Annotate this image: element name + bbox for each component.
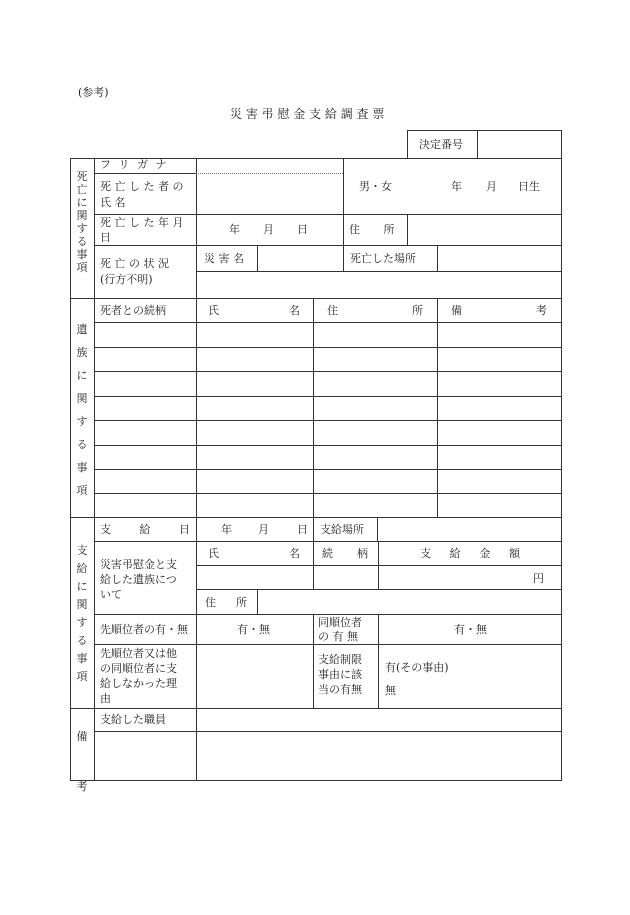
deceased-name-label-2: 氏 名 [100, 196, 126, 209]
reference-note: (参考) [78, 86, 109, 99]
prior-rank-choice[interactable]: 有・無 [237, 623, 270, 636]
recipient-address-label: 住 所 [205, 596, 247, 609]
recipient-name-header: 氏 名 [208, 547, 300, 560]
death-day-label: 日 [297, 223, 308, 236]
birth-year-label: 年 [451, 180, 462, 193]
pay-month-label: 月 [258, 523, 269, 536]
prior-rank-label: 先順位者の有・無 [100, 623, 188, 636]
recipient-label-3: いて [100, 588, 122, 601]
page-title: 災 害 弔 慰 金 支 給 調 査 票 [230, 107, 385, 121]
section-remarks-label: 備考 [76, 730, 88, 793]
death-month-label: 月 [263, 223, 274, 236]
reason-label-3: 給しなかった理 [100, 677, 177, 690]
reason-label-2: の同順位者に支 [100, 662, 177, 675]
decision-number-label: 決定番号 [419, 138, 463, 151]
family-remarks-header: 備 考 [451, 304, 547, 317]
disaster-name-label: 災 害 名 [204, 252, 244, 265]
death-year-label: 年 [229, 223, 240, 236]
section-family-label: 遺族に関する事項 [76, 323, 88, 497]
missing-label: (行方不明) [100, 273, 153, 286]
decision-number-field[interactable] [478, 131, 560, 157]
recipient-label-2: 給した遺族につ [100, 573, 177, 586]
death-date-label-2: 日 [100, 231, 111, 244]
birth-day-label: 日生 [518, 180, 540, 193]
recipient-relation-header: 続 柄 [322, 547, 368, 560]
address-label: 住 所 [349, 223, 405, 236]
same-rank-label-2: の 有 無 [318, 630, 358, 643]
reason-label: 先順位者又は他 [100, 647, 177, 660]
death-date-label: 死 亡 し た 年 月 [100, 216, 184, 229]
recipient-label: 災害弔慰金と支 [100, 558, 177, 571]
section-death-label: 死亡に関する事項 [76, 170, 88, 274]
sex-choice[interactable]: 男・女 [359, 180, 392, 193]
relation-header: 死者との続柄 [100, 304, 166, 317]
limit-label-3: 当の有無 [318, 683, 362, 696]
limit-label: 支給制限 [318, 653, 362, 666]
reason-label-4: 由 [100, 692, 111, 705]
deceased-name-label: 死 亡 し た 者 の [100, 180, 184, 193]
death-status-label: 死 亡 の 状 況 [100, 257, 169, 270]
limit-yes-option[interactable]: 有(その事由) [385, 661, 449, 674]
same-rank-label: 同順位者 [318, 616, 362, 629]
pay-day-label: 日 [297, 523, 308, 536]
pay-year-label: 年 [221, 523, 232, 536]
limit-no-option[interactable]: 無 [385, 684, 396, 697]
death-place-label: 死亡した場所 [350, 252, 416, 265]
furigana-label: フ リ ガ ナ [100, 158, 169, 171]
limit-label-2: 事由に該 [318, 668, 362, 681]
birth-month-label: 月 [486, 180, 497, 193]
family-address-header: 住 所 [327, 304, 423, 317]
section-payment-label: 支給に関する事項 [76, 544, 88, 683]
payment-date-label: 支 給 日 [100, 523, 190, 536]
yen-unit: 円 [533, 572, 544, 585]
staff-label: 支給した職員 [100, 713, 166, 726]
family-name-header: 氏 名 [208, 304, 300, 317]
pay-place-label: 支給場所 [320, 523, 364, 536]
same-rank-choice[interactable]: 有・無 [454, 623, 487, 636]
amount-header: 支 給 金 額 [420, 547, 520, 560]
